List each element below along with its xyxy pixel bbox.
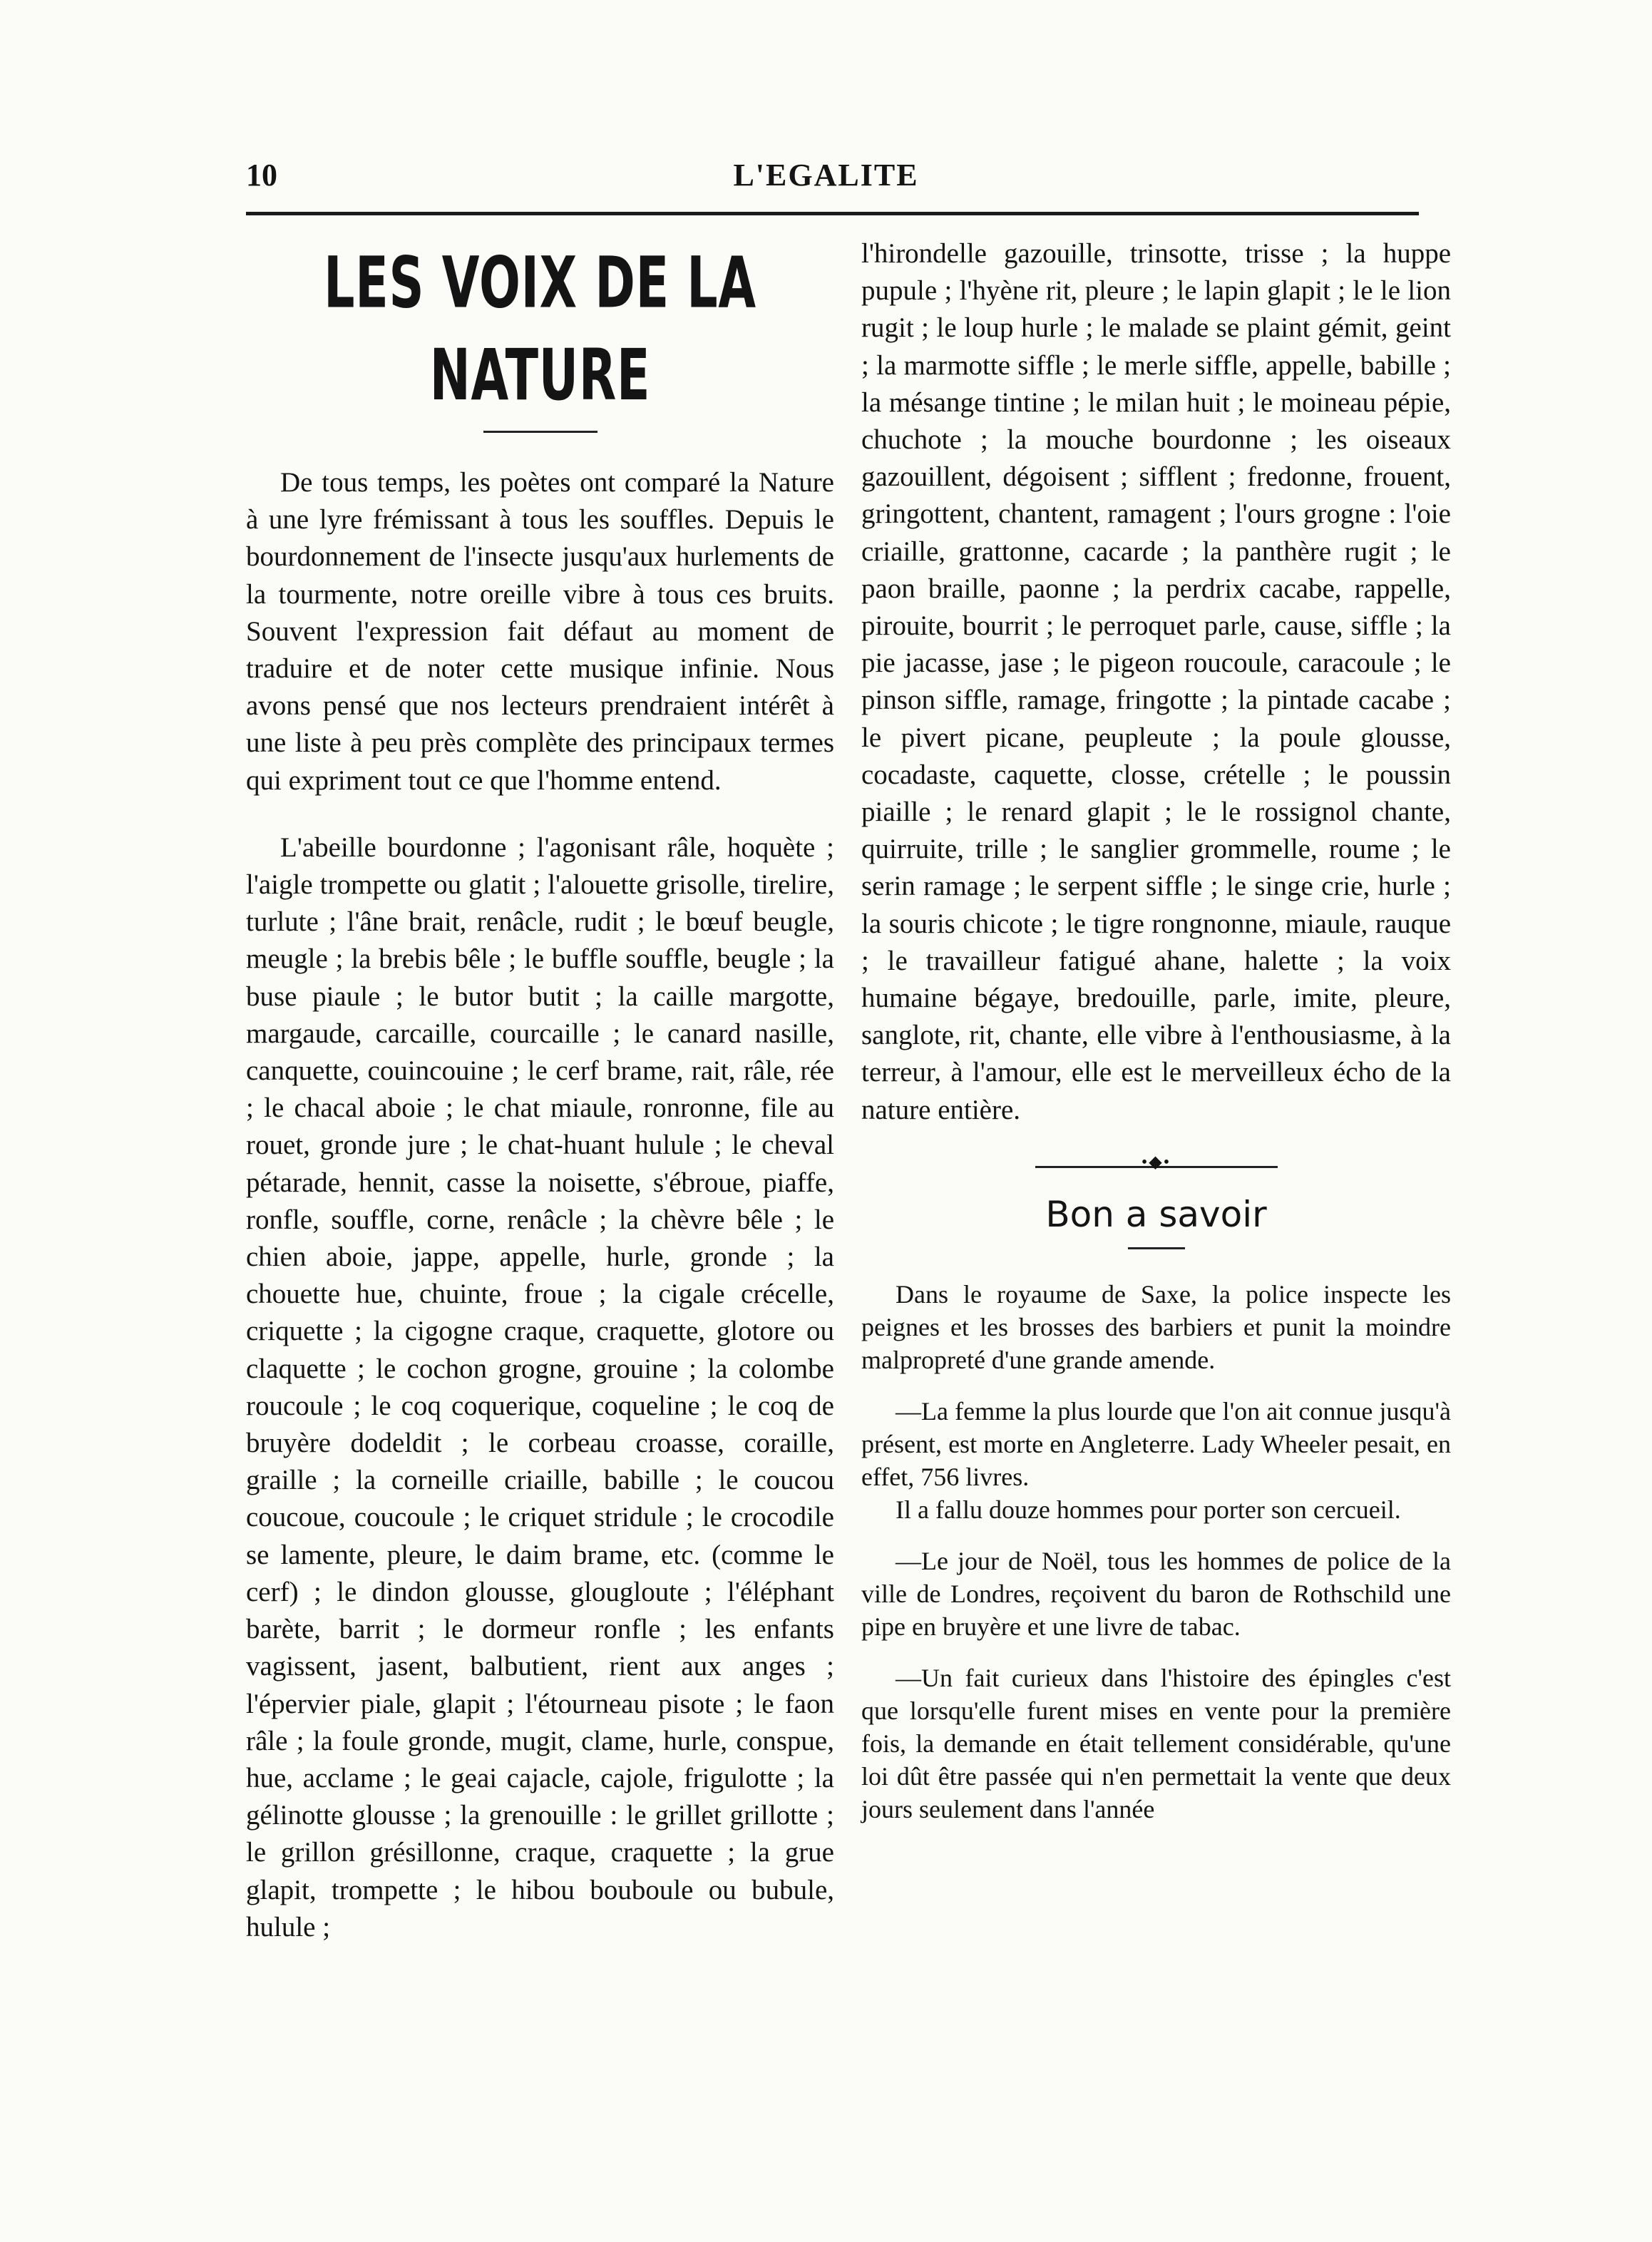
page-number: 10 bbox=[246, 158, 277, 193]
article-body-right: l'hirondelle gazouille, trinsotte, trisse ; la huppe pupule ; l'hyène rit, pleure ; le lapin glapit ; le le lion rugit ; le loup hurle ; le malade se plaint gémit, geint ; la marmotte siffle ; le merle siffle, appelle, babille ; la mésange tintine ; le milan huit ; le moineau pépie, chuchote ; la mouche bourdonne ; les oiseaux gazouillent, dégoisent ; sifflent ; fredonne, frouent, gringottent, chantent, ramagent ; l'ours grogne : l'oie criaille, grattonne, cacarde ; la panthère rugit ; le paon braille, paonne ; la perdrix cacabe, rappelle, pirouite, bourrit ; le perroquet parle, cause, siffle ; la pie jacasse, jase ; le pigeon roucoule, caracoule ; le pinson siffle, ramage, fringotte ; la pintade cacabe ; le pivert picane, peupleute ; la poule glousse, cocadaste, caquette, closse, crételle ; le poussin piaille ; le renard glapit ; le le rossignol chante, quirruite, trille ; le sanglier grommelle, roume ; le serin ramage ; le serpent siffle ; le singe crie, hurle ; la souris chicote ; le tigre rongnonne, miaule, rauque ; le travailleur fatigué ahane, halette ; la voix humaine bégaye, bredouille, parle, imite, pleure, sanglote, rit, chante, elle vibre à l'enthousiasme, à la terreur, à l'amour, elle est le merveilleux écho de la nature entière. bbox=[861, 238, 1451, 1125]
section-divider bbox=[1035, 1152, 1278, 1172]
title-rule bbox=[483, 431, 597, 433]
header-rule bbox=[246, 212, 1419, 215]
news-item: —La femme la plus lourde que l'on ait connue jusqu'à présent, est morte en Angleterre. Lady Wheeler pesait, en effet, 756 livres. bbox=[861, 1396, 1451, 1491]
news-item: —Le jour de Noël, tous les hommes de police de la ville de Londres, reçoivent du baron de Rothschild une pipe en bruyère et une livre de tabac. bbox=[861, 1546, 1451, 1641]
right-column bbox=[861, 235, 1451, 1826]
divider-ornament: •◆• bbox=[1141, 1152, 1171, 1172]
publication-title: L'EGALITE bbox=[733, 158, 919, 193]
article-body-left: L'abeille bourdonne ; l'agonisant râle, hoquète ; l'aigle trompette ou glatit ; l'alouette grisolle, tirelire, turlute ; l'âne brait, renâcle, rudit ; le bœuf beugle, meugle ; la brebis bêle ; le buffle souffle, beugle ; la buse piaule ; le butor butit ; la caille margotte, margaude, carcaille, courcaille ; le canard nasille, canquette, couincouine ; le cerf brame, rait, râle, rée ; le chacal aboie ; le chat miaule, ronronne, file au rouet, gronde jure ; le chat-huant hulule ; le cheval pétarade, hennit, casse la noisette, s'ébroue, piaffe, ronfle, souffle, corne, renâcle ; la chèvre bêle ; le chien aboie, jappe, appelle, hurle, gronde ; la chouette hue, chuinte, froue ; la cigale crécelle, criquette ; la cigogne craque, craquette, glotore ou claquette ; le cochon grogne, grouine ; la colombe roucoule ; le coq coquerique, coqueline ; le coq de bruyère dodeldit ; le corbeau croasse, coraille, graille ; la corneille criaille, babille ; le coucou coucoue, coucoule ; le criquet stridule ; le crocodile se lamente, pleure, le daim brame, etc. (comme le cerf) ; le dindon glousse, glougloute ; l'éléphant barète, barrit ; le dormeur ronfle ; les enfants vagissent, jasent, balbutient, rient aux anges ; l'épervier piale, glapit ; l'étourneau pisote ; le faon râle ; la foule gronde, mugit, clame, hurle, conspue, hue, acclame ; le geai cajacle, cajole, frigulotte ; la gélinotte glousse ; la grenouille : le grillet grillotte ; le grillon grésillonne, craque, craquette ; la grue glapit, trompette ; le hibou bouboule ou bubule, hulule ; bbox=[246, 831, 834, 1942]
left-column bbox=[246, 235, 834, 1946]
article-intro: De tous temps, les poètes ont comparé la Nature à une lyre frémissant à tous les souffles. Depuis le bourdonnement de l'insecte jusqu'aux hurlements de la tourmente, notre oreille vibre à tous ces bruits. Souvent l'expression fait défaut au moment de traduire et de noter cette musique infinie. Nous avons pensé que nos lecteurs prendraient intérêt à une liste à peu près complète des principaux termes qui expriment tout ce que l'homme entend. bbox=[246, 467, 834, 796]
section-title: Bon a savoir bbox=[1045, 1193, 1267, 1235]
section-rule bbox=[1128, 1247, 1185, 1249]
news-item: —Un fait curieux dans l'histoire des épingles c'est que lorsqu'elle furent mises en vente pour la première fois, la demande en était tellement considérable, qu'une loi dût être passée qui n'en permettait la vente que deux jours seulement dans l'année bbox=[861, 1663, 1451, 1823]
article-title: LES VOIX DE LA NATURE bbox=[324, 241, 756, 416]
news-item: Il a fallu douze hommes pour porter son cercueil. bbox=[896, 1495, 1401, 1524]
news-item: Dans le royaume de Saxe, la police inspecte les peignes et les brosses des barbiers et punit la moindre malpropreté d'une grande amende. bbox=[861, 1279, 1451, 1374]
news-items bbox=[861, 1278, 1451, 1826]
